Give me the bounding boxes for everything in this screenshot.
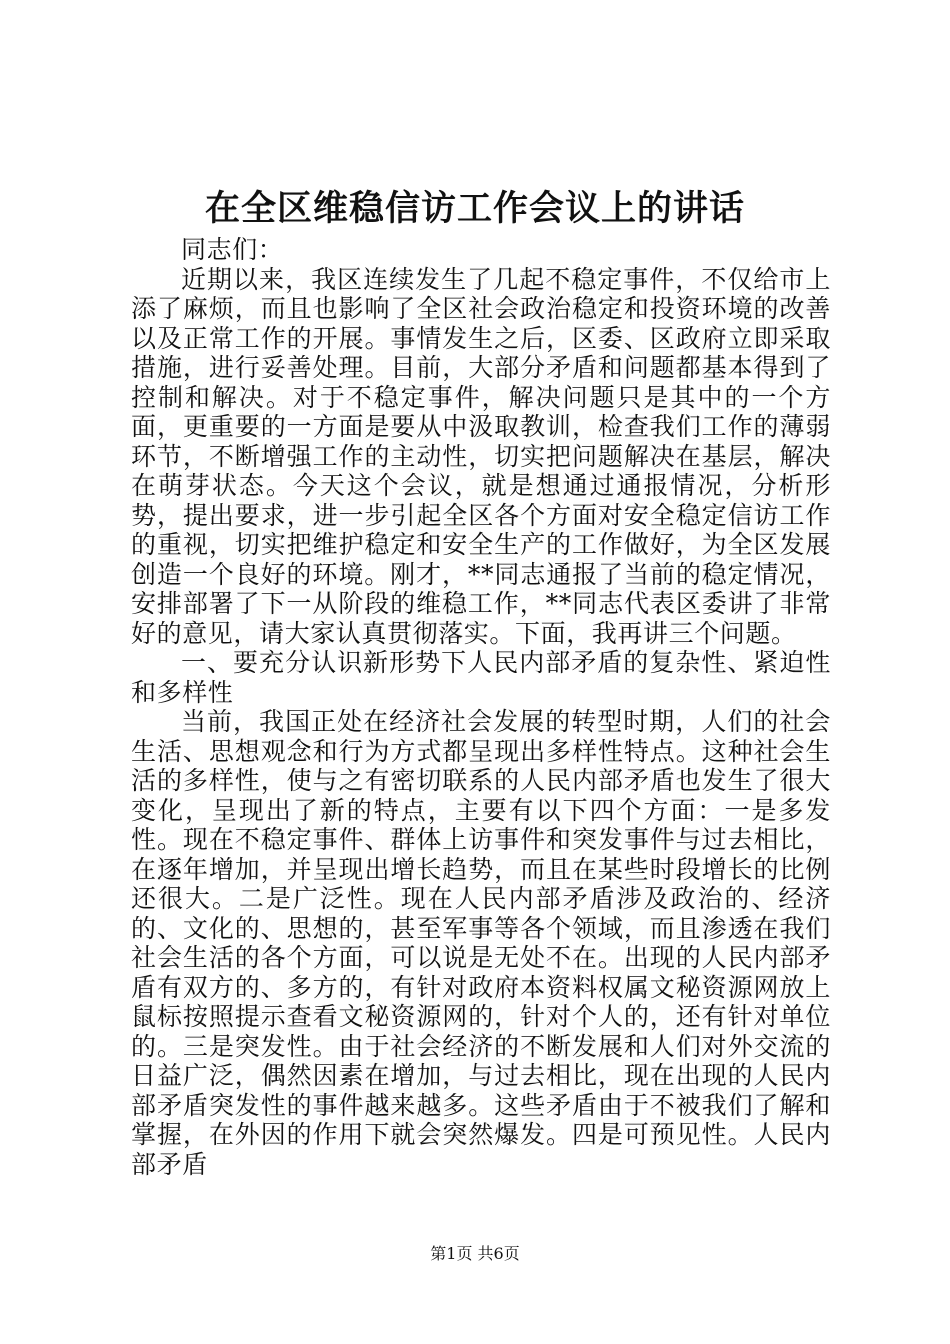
body-paragraph: 近期以来，我区连续发生了几起不稳定事件，不仅给市上添了麻烦，而且也影响了全区社会政治稳定和投资环境的改善以及正常工作的开展。事情发生之后，区委、区政府立即采取措施，进行妥善处理。目前，大部分矛盾和问题都基本得到了控制和解决。对于不稳定事件，解决问题只是其中的一个方面，更重要的一方面是要从中汲取教训，检查我们工作的薄弱环节，不断增强工作的主动性，切实把问题解决在基层，解决在萌芽状态。今天这个会议，就是想通过通报情况，分析形势，提出要求，进一步引起全区各个方面对安全稳定信访工作的重视，切实把维护稳定和安全生产的工作做好，为全区发展创造一个良好的环境。刚才，**同志通报了当前的稳定情况，安排部署了下一从阶段的维稳工作，**同志代表区委讲了非常好的意见，请大家认真贯彻落实。下面，我再讲三个问题。 <box>131 264 831 648</box>
page-number-footer: 第1页 共6页 <box>430 1244 520 1263</box>
body-paragraph: 当前，我国正处在经济社会发展的转型时期，人们的社会生活、思想观念和行为方式都呈现出多样性特点。这种社会生活的多样性，使与之有密切联系的人民内部矛盾也发生了很大变化，呈现出了新的特点，主要有以下四个方面：一是多发性。现在不稳定事件、群体上访事件和突发事件与过去相比，在逐年增加，并呈现出增长趋势，而且在某些时段增长的比例还很大。二是广泛性。现在人民内部矛盾涉及政治的、经济的、文化的、思想的，甚至军事等各个领域，而且渗透在我们社会生活的各个方面，可以说是无处不在。出现的人民内部矛盾有双方的、多方的，有针对政府本资料权属文秘资源网放上鼠标按照提示查看文秘资源网的，针对个人的，还有针对单位的。三是突发性。由于社会经济的不断发展和人们对外交流的日益广泛，偶然因素在增加，与过去相比，现在出现的人民内部矛盾突发性的事件越来越多。这些矛盾由于不被我们了解和掌握，在外因的作用下就会突然爆发。四是可预见性。人民内部矛盾 <box>131 707 831 1179</box>
salutation-paragraph: 同志们： <box>181 235 284 264</box>
section-heading: 一、要充分认识新形势下人民内部矛盾的复杂性、紧迫性和多样性 <box>131 648 831 707</box>
document-body <box>131 235 831 1179</box>
document-title: 在全区维稳信访工作会议上的讲话 <box>204 188 745 229</box>
